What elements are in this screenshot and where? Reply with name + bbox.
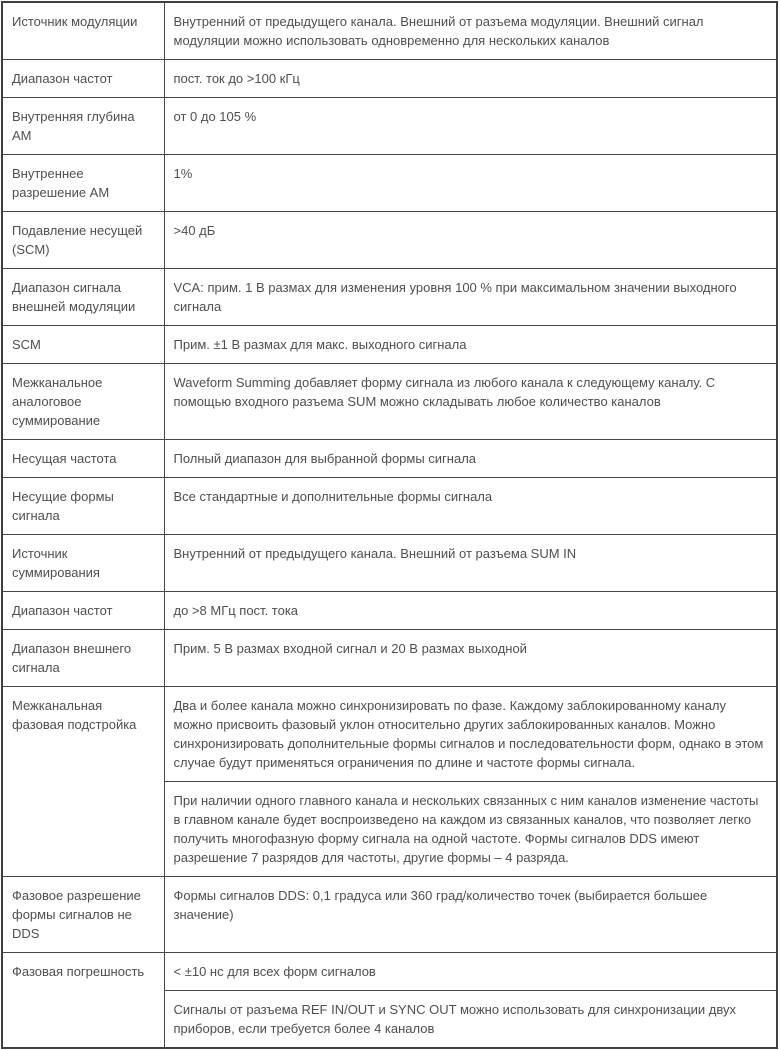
spec-value-cell: Внутренний от предыдущего канала. Внешний от разъема SUM IN [164, 535, 777, 592]
spec-parameter-label: Фазовое разрешение формы сигналов не DDS [2, 877, 164, 953]
table-row [2, 592, 777, 630]
table-row [2, 478, 777, 535]
table-row [2, 877, 777, 953]
table-row [2, 2, 777, 60]
spec-parameter-label: Диапазон сигнала внешней модуляции [2, 269, 164, 326]
table-row [2, 687, 777, 782]
spec-value-cell: от 0 до 105 % [164, 98, 777, 155]
spec-parameter-label: Подавление несущей (SCM) [2, 212, 164, 269]
spec-value-cell: 1% [164, 155, 777, 212]
spec-parameter-label: Диапазон частот [2, 592, 164, 630]
spec-value-cell: Внутренний от предыдущего канала. Внешний от разъема модуляции. Внешний сигнал модуляции можно использовать одновременно для нескольких каналов [164, 2, 777, 60]
table-row [2, 440, 777, 478]
specs-table [1, 1, 778, 1049]
spec-parameter-label: Несущие формы сигнала [2, 478, 164, 535]
spec-parameter-label: Несущая частота [2, 440, 164, 478]
spec-value-cell: Waveform Summing добавляет форму сигнала из любого канала к следующему каналу. С помощью входного разъема SUM можно складывать любое количество каналов [164, 364, 777, 440]
spec-parameter-label: Диапазон частот [2, 60, 164, 98]
spec-value-cell: до >8 МГц пост. тока [164, 592, 777, 630]
spec-value-cell: >40 дБ [164, 212, 777, 269]
table-row [2, 953, 777, 991]
spec-parameter-label: Источник суммирования [2, 535, 164, 592]
specs-table-body [2, 2, 777, 1048]
table-row [2, 326, 777, 364]
table-row [2, 98, 777, 155]
spec-value-cell: < ±10 нс для всех форм сигналов [164, 953, 777, 991]
table-row [2, 269, 777, 326]
spec-value-cell: Сигналы от разъема REF IN/OUT и SYNC OUT можно использовать для синхронизации двух приборов, если требуется более 4 каналов [164, 991, 777, 1049]
spec-value-cell: Полный диапазон для выбранной формы сигнала [164, 440, 777, 478]
spec-parameter-label: Внутренняя глубина АМ [2, 98, 164, 155]
spec-value-cell: Два и более канала можно синхронизировать по фазе. Каждому заблокированному каналу можно присвоить фазовый уклон относительно других заблокированных каналов. Можно синхронизировать дополнительные формы сигналов и последовательности форм, однако в этом случае будут применяться ограничения по длине и частоте формы сигнала. [164, 687, 777, 782]
spec-value-cell: Все стандартные и дополнительные формы сигнала [164, 478, 777, 535]
spec-parameter-label: Внутреннее разрешение АМ [2, 155, 164, 212]
table-row [2, 60, 777, 98]
spec-parameter-label: Диапазон внешнего сигнала [2, 630, 164, 687]
spec-parameter-label: Источник модуляции [2, 2, 164, 60]
table-row [2, 155, 777, 212]
spec-value-cell: Формы сигналов DDS: 0,1 градуса или 360 град/количество точек (выбирается большее значение) [164, 877, 777, 953]
spec-parameter-label: Фазовая погрешность [2, 953, 164, 1049]
spec-value-cell: При наличии одного главного канала и нескольких связанных с ним каналов изменение частоты в главном канале будет воспроизведено на каждом из связанных каналов, что позволяет легко получить многофазную форму сигнала на одной частоте. Формы сигналов DDS имеют разрешение 7 разрядов для частоты, другие формы – 4 разряда. [164, 782, 777, 877]
table-row [2, 364, 777, 440]
table-row [2, 535, 777, 592]
table-row [2, 630, 777, 687]
spec-parameter-label: Межканальная фазовая подстройка [2, 687, 164, 877]
spec-value-cell: Прим. ±1 В размах для макс. выходного сигнала [164, 326, 777, 364]
spec-parameter-label: SCM [2, 326, 164, 364]
spec-value-cell: VCA: прим. 1 В размах для изменения уровня 100 % при максимальном значении выходного сигнала [164, 269, 777, 326]
spec-value-cell: пост. ток до >100 кГц [164, 60, 777, 98]
spec-parameter-label: Межканальное аналоговое суммирование [2, 364, 164, 440]
table-row [2, 212, 777, 269]
spec-value-cell: Прим. 5 В размах входной сигнал и 20 В размах выходной [164, 630, 777, 687]
